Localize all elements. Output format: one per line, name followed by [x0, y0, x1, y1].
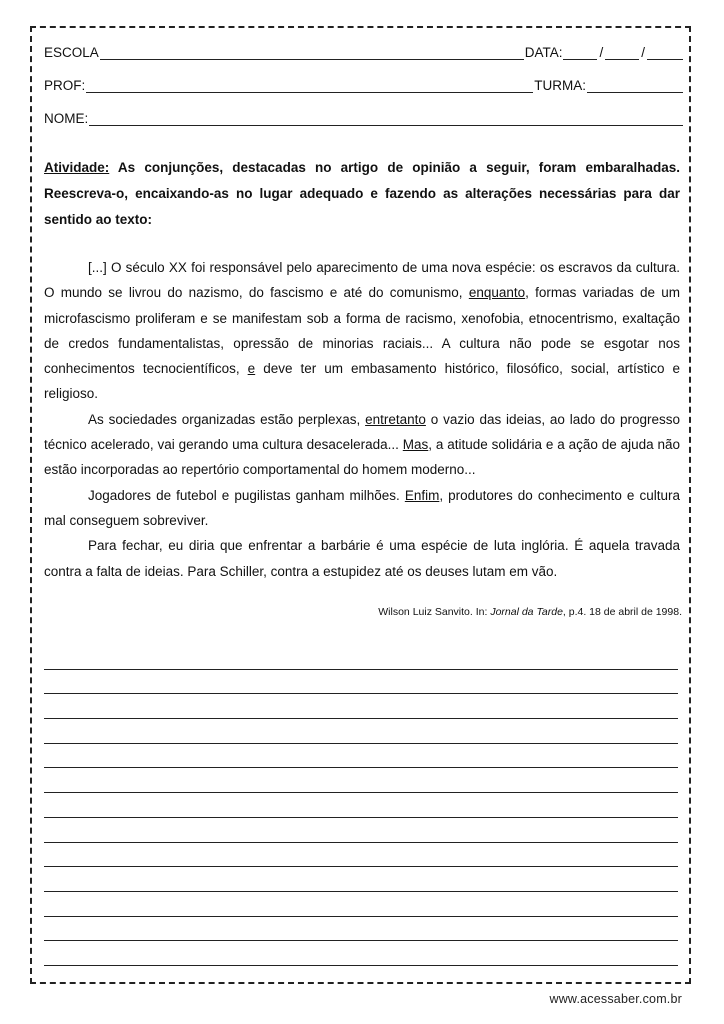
citation-author: Wilson Luiz Sanvito. In: [378, 606, 491, 618]
activity-instructions [44, 155, 680, 233]
date-separator: / [641, 45, 645, 60]
article-text: , produtores do conhecimento e cultura mal conseguem sobreviver. [44, 487, 681, 528]
article-text: [...] O século XX foi responsável pelo aparecimento de uma nova espécie: os escravos da cultura. O mundo se livrou do nazismo, do fascismo e até do comunismo, [44, 260, 680, 301]
writing-line[interactable] [44, 793, 678, 818]
date-label: DATA: [524, 45, 563, 60]
teacher-field[interactable] [86, 78, 533, 93]
activity-text: As conjunções, destacadas no artigo de opinião a seguir, foram embaralhadas. Reescreva-o, encaixando-as no lugar adequado e fazendo as alterações necessárias para dar sentido ao texto: [44, 160, 680, 227]
writing-line[interactable] [44, 670, 678, 695]
writing-line[interactable] [44, 768, 678, 793]
school-label: ESCOLA [44, 45, 99, 60]
conjunction-highlight: Mas [402, 437, 429, 453]
article-paragraph-2 [44, 407, 680, 483]
article-text: o vazio das ideias, ao lado do progresso técnico acelerado, vai gerando uma cultura desacelerada... [44, 411, 681, 453]
activity-label: Atividade: [44, 160, 110, 175]
article-text: Jogadores de futebol e pugilistas ganham milhões. [88, 487, 405, 503]
writing-line[interactable] [44, 645, 678, 670]
article-paragraph-4: Para fechar, eu diria que enfrentar a barbárie é uma espécie de luta inglória. É aquela travada contra a falta de ideias. Para Schiller, contra a estupidez até os deuses lutam em vão. [44, 538, 680, 579]
school-date-row [44, 42, 684, 60]
conjunction-highlight: entretanto [365, 411, 426, 427]
opinion-article [44, 255, 680, 584]
article-paragraph-1 [44, 255, 680, 407]
date-separator: / [599, 45, 604, 60]
writing-line[interactable] [44, 843, 678, 868]
article-text: , a atitude solidária e a ação de ajuda não estão incorporadas ao repertório comportamental do homem moderno... [44, 437, 681, 478]
writing-line[interactable] [44, 917, 678, 942]
class-field[interactable] [587, 78, 683, 93]
article-text: deve ter um embasamento histórico, filosófico, social, artístico e religioso. [44, 361, 681, 402]
date-day-field[interactable] [563, 45, 597, 60]
name-label: NOME: [44, 111, 89, 126]
citation-details: , p.4. 18 de abril de 1998. [562, 606, 682, 618]
teacher-class-row [44, 75, 684, 93]
article-text: As sociedades organizadas estão perplexas, [88, 411, 366, 427]
name-field[interactable] [89, 111, 683, 126]
date-month-field[interactable] [605, 45, 639, 60]
writing-line[interactable] [44, 744, 678, 769]
article-text: , formas variadas de um microfascismo proliferam e se manifestam sob a forma de racismo, xenofobia, etnocentrismo, exaltação de credos fundamentalistas, opressão de minorias raciais... A cultura não pode se esgotar nos conhecimentos tecnocientíficos, [44, 285, 680, 377]
writing-line[interactable] [44, 694, 678, 719]
writing-line[interactable] [44, 719, 678, 744]
website-footer: www.acessaber.com.br [549, 992, 682, 1006]
name-row [44, 108, 684, 126]
article-citation [378, 606, 682, 618]
writing-line[interactable] [44, 892, 678, 917]
conjunction-highlight: enquanto [468, 285, 526, 301]
writing-line[interactable] [44, 867, 678, 892]
writing-area[interactable] [44, 645, 678, 966]
class-label: TURMA: [534, 78, 586, 93]
teacher-label: PROF: [44, 78, 86, 93]
citation-source: Jornal da Tarde [490, 606, 563, 618]
writing-line[interactable] [44, 941, 678, 966]
date-year-field[interactable] [647, 45, 683, 60]
conjunction-highlight: Enfim [404, 487, 440, 503]
writing-line[interactable] [44, 818, 678, 843]
conjunction-highlight: e [247, 361, 256, 377]
school-field[interactable] [100, 45, 524, 60]
article-paragraph-3 [44, 483, 680, 534]
